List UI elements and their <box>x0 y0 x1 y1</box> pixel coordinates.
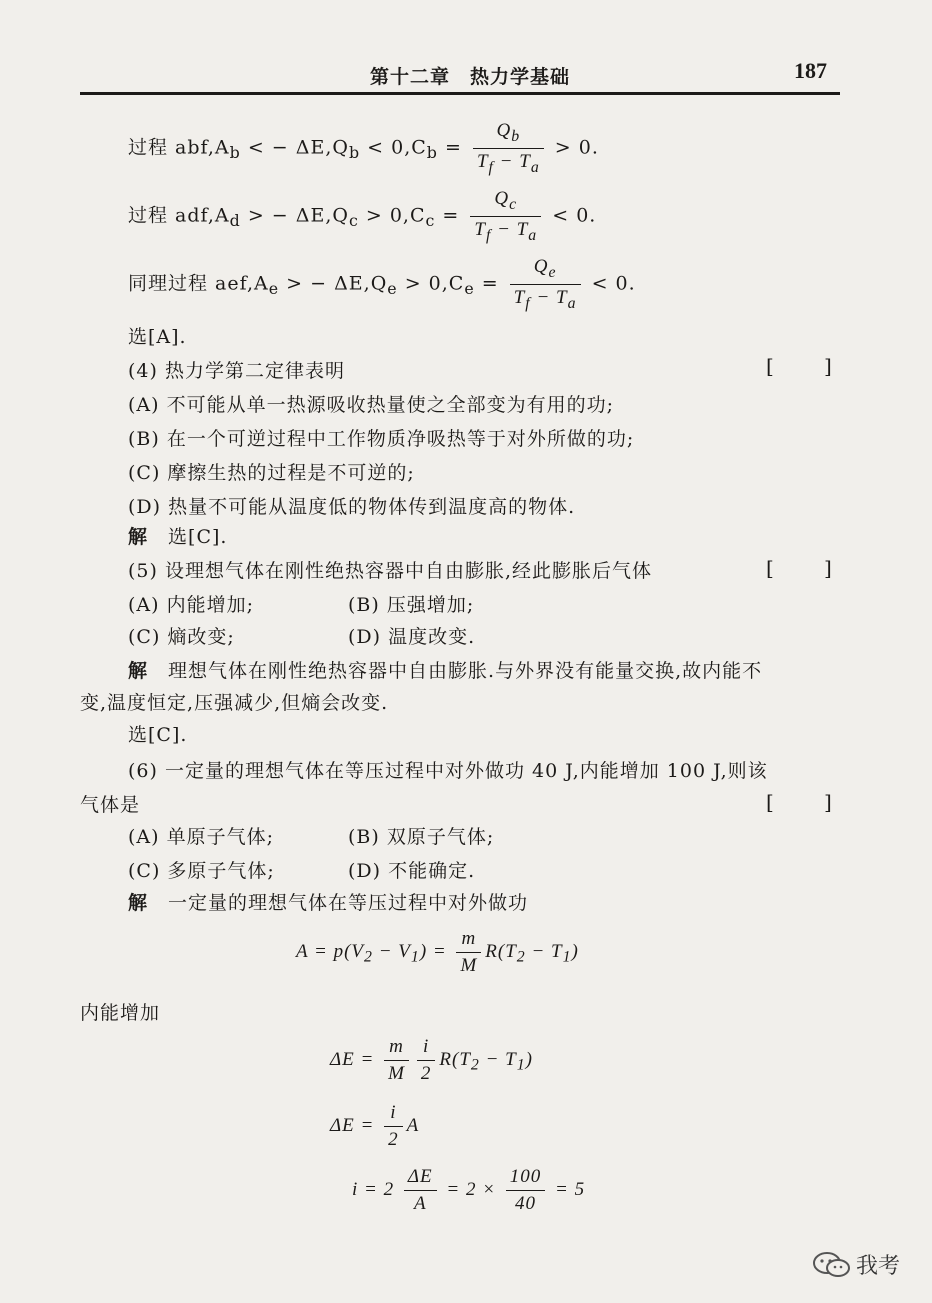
answer-bracket-open: [ <box>766 556 774 580</box>
question-5-answer: 选[C]. <box>128 724 188 746</box>
text: 100 <box>509 1166 542 1187</box>
sub: f <box>488 158 494 176</box>
answer-bracket-close: ] <box>824 354 832 378</box>
question-5-option-b: (B) 压强增加; <box>348 594 475 616</box>
question-4-option-a: (A) 不可能从单一热源吸收热量使之全部变为有用的功; <box>128 394 614 416</box>
text: 同理过程 aef,A <box>128 272 269 295</box>
text: > 0,C <box>397 272 465 295</box>
solution-text: 理想气体在刚性绝热容器中自由膨胀.与外界没有能量交换,故内能不 <box>168 660 763 682</box>
question-5-option-a: (A) 内能增加; <box>128 594 254 616</box>
sub: a <box>567 294 577 312</box>
text: A <box>404 1190 437 1215</box>
text: Q <box>496 120 512 141</box>
text: m <box>461 928 477 949</box>
text: T <box>519 150 531 172</box>
question-5-option-c: (C) 熵改变; <box>128 626 235 648</box>
text: = 5 <box>555 1178 586 1200</box>
sub: c <box>425 211 436 231</box>
sub: 2 <box>470 1056 480 1074</box>
answer-bracket-open: [ <box>766 354 774 378</box>
fraction <box>384 1036 409 1085</box>
sub: b <box>426 143 438 163</box>
question-6-line-2: 气体是 <box>80 794 141 816</box>
text: T <box>474 218 486 240</box>
sub: b <box>229 143 241 163</box>
text: T <box>513 286 526 308</box>
text: M <box>384 1060 409 1085</box>
fraction <box>456 928 481 977</box>
text: i <box>423 1036 430 1057</box>
watermark <box>812 1247 912 1283</box>
sub: f <box>525 294 531 312</box>
text: < 0. <box>545 204 597 227</box>
text: − T <box>525 940 563 962</box>
solution-text: 选[C]. <box>168 526 228 548</box>
text: m <box>389 1036 404 1057</box>
wechat-icon <box>812 1251 852 1279</box>
sub: e <box>548 263 557 281</box>
question-6-option-a: (A) 单原子气体; <box>128 826 274 848</box>
question-4-option-b: (B) 在一个可逆过程中工作物质净吸热等于对外所做的功; <box>128 428 635 450</box>
fraction <box>384 1102 403 1151</box>
text: Q <box>533 256 549 277</box>
sub: c <box>509 195 518 213</box>
sub: e <box>268 279 280 299</box>
question-4-option-d: (D) 热量不可能从温度低的物体传到温度高的物体. <box>128 496 576 518</box>
question-6-option-d: (D) 不能确定. <box>348 860 476 882</box>
sub: b <box>511 127 521 145</box>
answer-bracket-close: ] <box>824 556 832 580</box>
page-number: 187 <box>794 58 827 83</box>
process-adf-line <box>128 188 596 245</box>
sub: e <box>464 279 475 299</box>
sub: a <box>528 226 538 244</box>
text: = <box>474 272 499 295</box>
text: > 0,C <box>358 204 426 227</box>
sub: c <box>348 211 359 231</box>
header-rule <box>80 92 840 95</box>
solution-text: 一定量的理想气体在等压过程中对外做功 <box>168 892 529 914</box>
text: ΔE <box>407 1166 433 1187</box>
sub: 1 <box>410 948 420 966</box>
text: < 0,C <box>360 136 427 159</box>
answer-a: 选[A]. <box>128 326 187 348</box>
equation-delta-e <box>330 1102 419 1151</box>
text: = <box>437 136 462 159</box>
text: 40 <box>506 1190 546 1215</box>
text: ) <box>571 940 579 962</box>
fraction: $\frac{Q_e}{T_f - T_a}$ <box>510 256 581 313</box>
text: ) <box>525 1048 533 1070</box>
process-abf-line <box>128 120 599 177</box>
text: ΔE = <box>330 1114 375 1136</box>
text: T <box>556 286 568 308</box>
text: M <box>456 952 481 977</box>
question-6-option-b: (B) 双原子气体; <box>348 826 495 848</box>
sub: b <box>348 143 361 163</box>
text: 2 <box>384 1126 403 1151</box>
equation-degrees-of-freedom <box>352 1166 585 1215</box>
text: = <box>435 204 460 227</box>
solution-label: 解 <box>128 892 149 914</box>
sub: 1 <box>562 948 572 966</box>
question-6-solution <box>128 888 528 915</box>
text: − T <box>479 1048 517 1070</box>
page-header <box>80 56 840 96</box>
question-5-option-d: (D) 温度改变. <box>348 626 476 648</box>
question-5: (5) 设理想气体在刚性绝热容器中自由膨胀,经此膨胀后气体 <box>128 560 652 582</box>
watermark-text: 我考 <box>856 1254 901 1279</box>
question-4: (4) 热力学第二定律表明 <box>128 360 345 382</box>
sub: a <box>530 158 540 176</box>
text: R(T <box>485 940 517 962</box>
text: Q <box>494 188 510 209</box>
text: i = 2 <box>352 1178 395 1200</box>
chapter-title: 第十二章 热力学基础 <box>370 66 571 88</box>
question-4-solution <box>128 522 227 549</box>
text: R(T <box>439 1048 471 1070</box>
text: > 0. <box>547 136 599 159</box>
answer-bracket-open: [ <box>766 790 774 814</box>
text: T <box>516 218 529 240</box>
sub: d <box>229 211 241 231</box>
text: = 2 × <box>446 1178 497 1200</box>
text: ΔE = <box>330 1048 375 1070</box>
text: 过程 abf,A <box>128 136 230 159</box>
solution-label: 解 <box>128 660 149 682</box>
question-6-option-c: (C) 多原子气体; <box>128 860 275 882</box>
text: < 0. <box>584 272 636 295</box>
fraction <box>506 1166 546 1215</box>
text: i <box>390 1102 397 1123</box>
fraction <box>404 1166 437 1215</box>
text: − V <box>372 940 411 962</box>
sub: 2 <box>364 948 373 966</box>
text: ) = <box>419 940 447 962</box>
fraction: $\frac{Q_c}{T_f - T_a}$ <box>470 188 541 245</box>
sub: f <box>485 226 492 244</box>
internal-energy-label: 内能增加 <box>80 1002 161 1024</box>
answer-bracket-close: ] <box>824 790 832 814</box>
text: A <box>406 1114 420 1136</box>
fraction: $\frac{Q_b}{T_f - T_a}$ <box>473 120 544 177</box>
text: 2 <box>417 1060 436 1085</box>
question-5-solution-line-2: 变,温度恒定,压强减少,但熵会改变. <box>80 692 389 714</box>
text: < − ΔE,Q <box>240 136 349 159</box>
equation-internal-energy <box>330 1036 533 1085</box>
question-6-line-1: (6) 一定量的理想气体在等压过程中对外做功 40 J,内能增加 100 J,则该 <box>128 760 768 782</box>
text: > − ΔE,Q <box>279 272 388 295</box>
process-aef-line <box>128 256 636 313</box>
question-4-option-c: (C) 摩擦生热的过程是不可逆的; <box>128 462 415 484</box>
text: > − ΔE,Q <box>240 204 349 227</box>
solution-label: 解 <box>128 526 149 548</box>
sub: 2 <box>516 948 526 966</box>
equation-work <box>296 928 579 977</box>
text: T <box>476 150 489 172</box>
sub: 1 <box>516 1056 526 1074</box>
text: A = p(V <box>296 940 365 962</box>
question-5-solution-line-1 <box>128 656 762 683</box>
fraction <box>417 1036 436 1085</box>
text: 过程 adf,A <box>128 204 230 227</box>
sub: e <box>387 279 398 299</box>
